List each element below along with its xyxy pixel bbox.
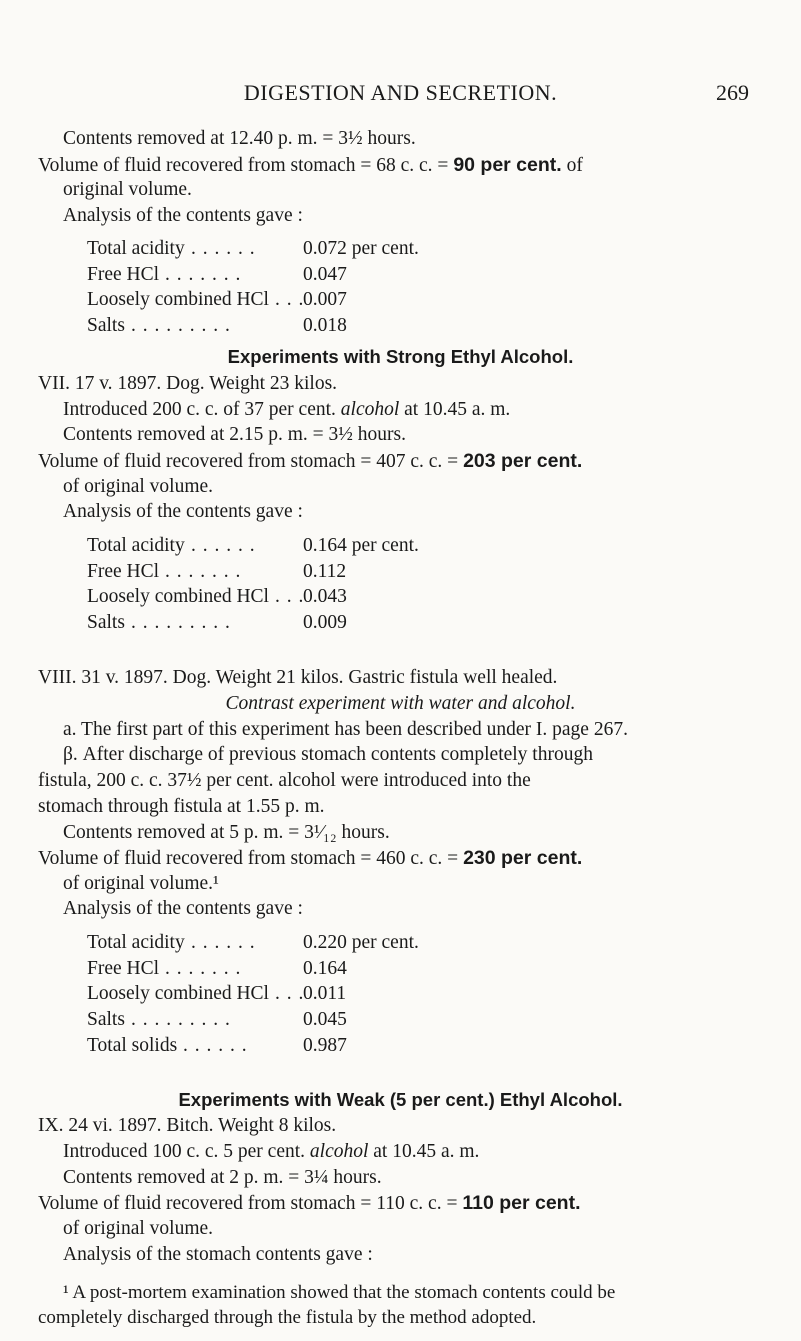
analysis-row xyxy=(87,534,647,558)
experiment-viii-volume-cont: of original volume.¹ xyxy=(63,873,219,894)
dot-leader: . . . . . . . . . xyxy=(131,1009,231,1031)
volume-text: Volume of fluid recovered from stomach = 110 c. c. = xyxy=(38,1193,463,1214)
experiment-viii-alpha: a. The first part of this experiment has been described under I. page 267. xyxy=(63,719,628,740)
dot-leader: . . . . . . xyxy=(191,535,256,556)
analysis-label: Total acidity xyxy=(87,238,185,259)
analysis-value: 0.164 xyxy=(303,957,347,979)
experiment-viii-volume xyxy=(38,846,582,871)
analysis-line: Analysis of the contents gave : xyxy=(63,205,303,226)
analysis-label: Free HCl xyxy=(87,263,160,285)
analysis-row xyxy=(87,585,647,609)
intro-text-end: at 10.45 a. m. xyxy=(399,399,511,420)
page-header xyxy=(0,80,801,110)
analysis-value: 0.072 per cent. xyxy=(303,238,419,259)
analysis-label: Loosely combined HCl xyxy=(87,586,269,608)
analysis-label: Salts xyxy=(87,612,125,634)
experiment-vii-volume xyxy=(38,449,582,474)
analysis-label: Salts xyxy=(87,315,125,337)
analysis-value: 0.164 per cent. xyxy=(303,535,419,556)
experiment-vii-removed: Contents removed at 2.15 p. m. = 3½ hours. xyxy=(63,424,407,445)
intro-text-end: at 10.45 a. m. xyxy=(368,1141,480,1162)
analysis-row xyxy=(87,611,647,635)
analysis-value: 0.112 xyxy=(303,560,347,582)
dot-leader: . . . xyxy=(275,586,305,608)
experiment-ix-volume xyxy=(38,1191,581,1216)
volume-line-cont: original volume. xyxy=(63,179,192,200)
analysis-value: 0.009 xyxy=(303,612,347,634)
analysis-value: 0.043 xyxy=(303,586,347,608)
intro-italic: alcohol xyxy=(309,1141,369,1162)
intro-text: Introduced 100 c. c. 5 per cent. xyxy=(63,1141,310,1162)
volume-percent: 110 per cent. xyxy=(462,1192,581,1214)
footnote-line-2: completely discharged through the fistula by the method adopted. xyxy=(38,1307,537,1328)
dot-leader: . . . . . . . . . xyxy=(131,612,231,634)
analysis-row xyxy=(87,560,647,584)
analysis-label: Loosely combined HCl xyxy=(87,983,269,1005)
contents-removed-line: Contents removed at 12.40 p. m. = 3½ hours. xyxy=(63,128,416,149)
analysis-row xyxy=(87,957,647,981)
dot-leader: . . . . . . . xyxy=(165,263,242,285)
dot-leader: . . . xyxy=(275,983,305,1005)
analysis-label: Salts xyxy=(87,1009,125,1031)
analysis-row xyxy=(87,288,647,312)
volume-text: Volume of fluid recovered from stomach = 460 c. c. = xyxy=(38,848,464,869)
volume-line xyxy=(38,153,583,178)
experiment-ix-intro xyxy=(63,1140,479,1164)
dot-leader: . . . . . . . . . xyxy=(131,315,231,337)
intro-italic: alcohol xyxy=(340,399,400,420)
experiment-ix-volume-cont: of original volume. xyxy=(63,1218,214,1239)
running-title: DIGESTION AND SECRETION. xyxy=(243,80,558,105)
analysis-value: 0.220 per cent. xyxy=(303,932,419,953)
experiment-viii-subtitle: Contrast experiment with water and alcohol. xyxy=(225,693,576,714)
experiment-vii-volume-cont: of original volume. xyxy=(63,476,214,497)
analysis-row xyxy=(87,1034,647,1058)
section-heading-weak: Experiments with Weak (5 per cent.) Ethyl Alcohol. xyxy=(178,1089,623,1110)
analysis-label: Free HCl xyxy=(87,560,160,582)
experiment-ix-title: IX. 24 vi. 1897. Bitch. Weight 8 kilos. xyxy=(38,1115,337,1136)
analysis-label: Free HCl xyxy=(87,957,160,979)
analysis-label: Total solids xyxy=(87,1034,178,1056)
dot-leader: . . . . . . . xyxy=(165,560,242,582)
dot-leader: . . . . . . xyxy=(191,238,256,259)
experiment-vii-intro xyxy=(63,398,510,422)
experiment-viii-beta-1: β. After discharge of previous stomach contents completely through xyxy=(63,744,593,765)
analysis-label: Total acidity xyxy=(87,932,185,953)
experiment-viii-analysis: Analysis of the contents gave : xyxy=(63,898,303,919)
experiment-viii-beta-3: stomach through fistula at 1.55 p. m. xyxy=(38,796,325,817)
page-number: 269 xyxy=(716,80,749,105)
analysis-value: 0.045 xyxy=(303,1009,347,1031)
analysis-value: 0.987 xyxy=(303,1034,347,1056)
analysis-label: Loosely combined HCl xyxy=(87,289,269,311)
dot-leader: . . . . . . . xyxy=(165,957,242,979)
dot-leader: . . . xyxy=(275,289,305,311)
experiment-ix-removed: Contents removed at 2 p. m. = 3¼ hours. xyxy=(63,1167,382,1188)
volume-percent: 203 per cent. xyxy=(463,450,583,472)
dot-leader: . . . . . . xyxy=(183,1034,248,1056)
volume-percent: 90 per cent. xyxy=(453,154,562,176)
volume-percent: 230 per cent. xyxy=(463,847,583,869)
volume-text-end: of xyxy=(561,155,583,176)
analysis-row xyxy=(87,1008,647,1032)
analysis-label: Total acidity xyxy=(87,535,185,556)
analysis-row xyxy=(87,237,647,261)
analysis-value: 0.018 xyxy=(303,315,347,337)
experiment-vii-analysis: Analysis of the contents gave : xyxy=(63,501,303,522)
experiment-vii-title: VII. 17 v. 1897. Dog. Weight 23 kilos. xyxy=(38,373,338,394)
volume-text: Volume of fluid recovered from stomach = 68 c. c. = xyxy=(38,155,454,176)
analysis-value: 0.047 xyxy=(303,263,347,285)
analysis-row xyxy=(87,982,647,1006)
analysis-value: 0.011 xyxy=(303,983,347,1005)
analysis-row xyxy=(87,931,647,955)
volume-text: Volume of fluid recovered from stomach = 407 c. c. = xyxy=(38,451,464,472)
intro-text: Introduced 200 c. c. of 37 per cent. xyxy=(63,399,341,420)
experiment-ix-analysis: Analysis of the stomach contents gave : xyxy=(63,1244,373,1265)
section-heading-strong: Experiments with Strong Ethyl Alcohol. xyxy=(227,346,574,367)
dot-leader: . . . . . . xyxy=(191,932,256,953)
experiment-viii-removed: Contents removed at 5 p. m. = 3¹⁄₁₂ hours. xyxy=(63,822,390,843)
analysis-value: 0.007 xyxy=(303,289,347,311)
experiment-viii-beta-2: fistula, 200 c. c. 37½ per cent. alcohol were introduced into the xyxy=(38,770,531,791)
analysis-row xyxy=(87,314,647,338)
analysis-row xyxy=(87,263,647,287)
footnote-line-1: ¹ A post-mortem examination showed that the stomach contents could be xyxy=(63,1282,616,1303)
experiment-viii-title: VIII. 31 v. 1897. Dog. Weight 21 kilos. Gastric fistula well healed. xyxy=(38,667,558,688)
